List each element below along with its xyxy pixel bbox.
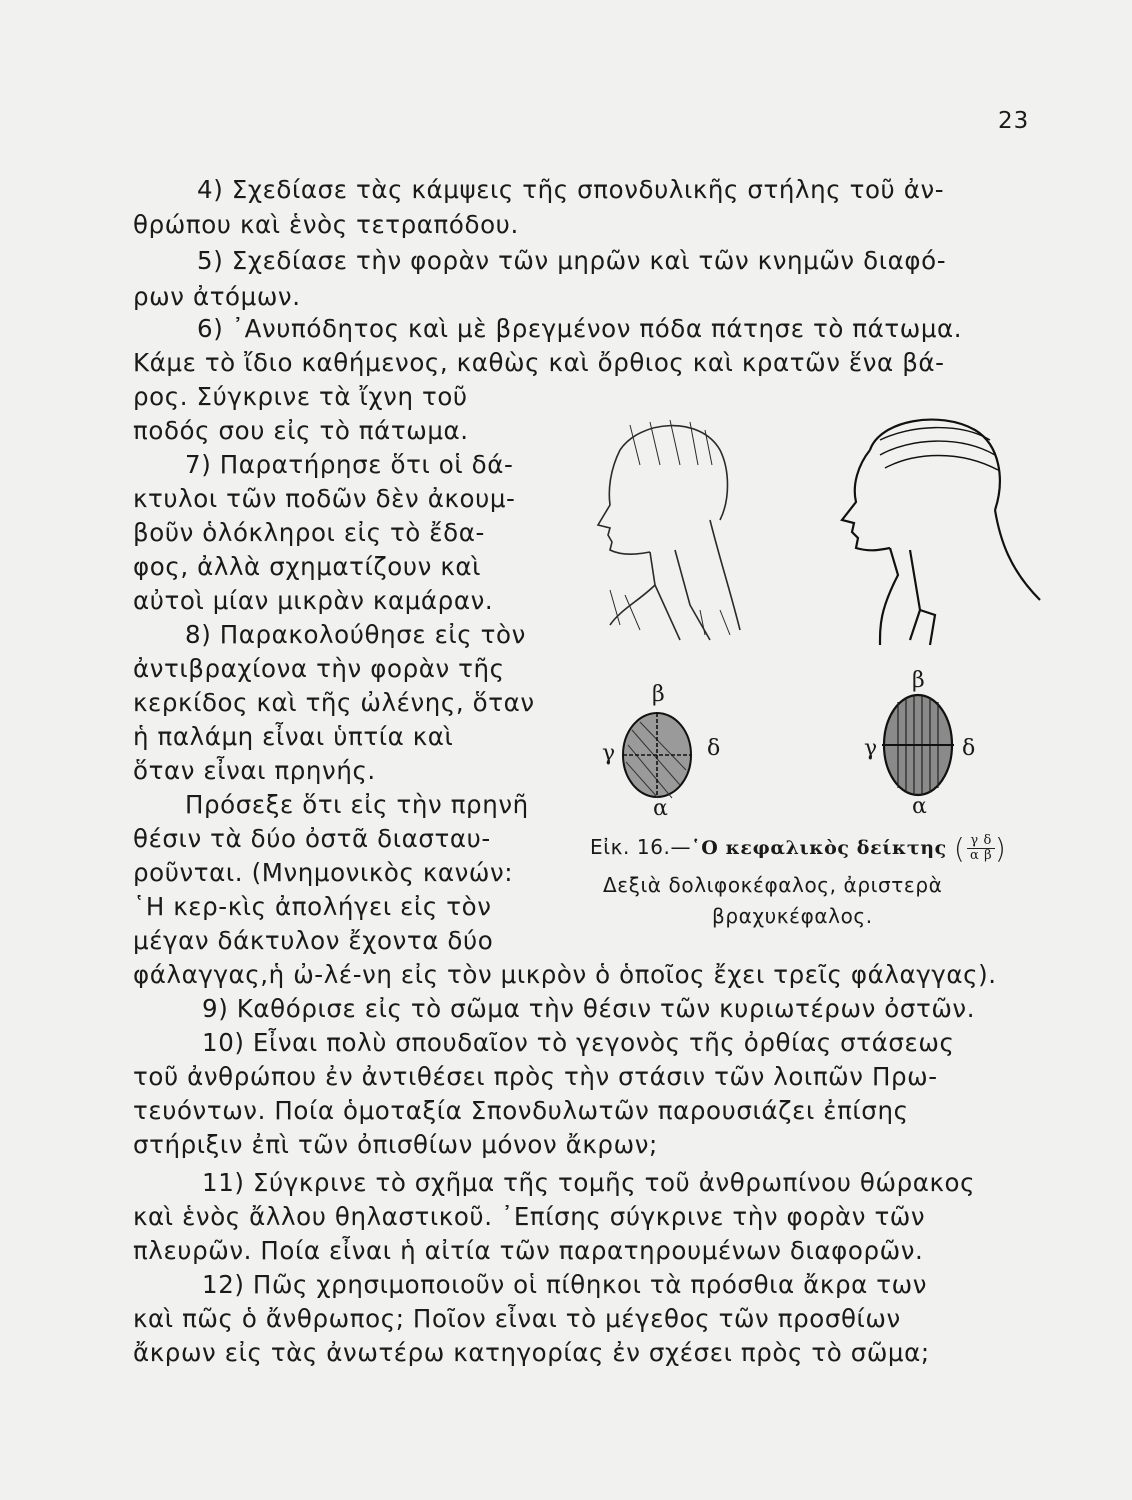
text-line: φάλαγγας,ἡ ὠ-λέ-νη εἰς τὸν μικρὸν ὁ ὁποῖος ἔχει τρεῖς φάλαγγας). — [133, 960, 997, 989]
head-sketch-left — [598, 420, 740, 640]
text-line: θρώπου καὶ ἑνὸς τετραπόδου. — [133, 210, 519, 239]
text-line: 5) Σχεδίασε τὴν φορὰν τῶν μηρῶν καὶ τῶν κνημῶν διαφό- — [197, 246, 947, 275]
head-sketch-right — [842, 420, 1040, 645]
text-line: ῾Η κερ-κὶς ἀπολήγει εἰς τὸν — [133, 892, 492, 921]
label-alpha-right: α — [912, 794, 927, 819]
text-line: κτυλοι τῶν ποδῶν δὲν ἀκουμ- — [133, 484, 516, 513]
text-line: τοῦ ἀνθρώπου ἐν ἀντιθέσει πρὸς τὴν στάσιν τῶν λοιπῶν Πρω- — [133, 1062, 938, 1091]
label-beta-left: β — [652, 682, 665, 707]
text-line: ἡ παλάμη εἶναι ὑπτία καὶ — [133, 722, 454, 751]
caption-prefix: Εἰκ. 16.— — [590, 835, 692, 859]
text-line: ἄκρων εἰς τὰς ἀνωτέρω κατηγορίας ἐν σχέσει πρὸς τὸ σῶμα; — [133, 1338, 930, 1367]
text-line: 9) Καθόρισε εἰς τὸ σῶμα τὴν θέσιν τῶν κυριωτέρων ὀστῶν. — [202, 994, 976, 1023]
label-beta-right: β — [912, 668, 925, 693]
label-gamma-right: γ — [864, 736, 878, 761]
text-line: τευόντων. Ποία ὁμοταξία Σπονδυλωτῶν παρουσιάζει ἐπίσης — [133, 1096, 909, 1125]
text-line: ποδός σου εἰς τὸ πάτωμα. — [133, 416, 469, 445]
text-line: 6) ᾿Ανυπόδητος καὶ μὲ βρεγμένον πόδα πάτησε τὸ πάτωμα. — [197, 314, 963, 343]
text-line: στήριξιν ἐπὶ τῶν ὀπισθίων μόνον ἄκρων; — [133, 1130, 658, 1159]
cross-section-dolicho — [882, 695, 954, 795]
text-line: πλευρῶν. Ποία εἶναι ἡ αἰτία τῶν παρατηρουμένων διαφορῶν. — [133, 1236, 924, 1265]
text-line: φος, ἀλλὰ σχηματίζουν καὶ — [133, 552, 482, 581]
label-delta-right: δ — [962, 736, 976, 761]
label-gamma-left: γ — [602, 741, 616, 766]
text-line: 7) Παρατήρησε ὅτι οἱ δά- — [185, 450, 514, 479]
text-line: 8) Παρακολούθησε εἰς τὸν — [185, 620, 526, 649]
text-line: ροῦνται. (Μνημονικὸς κανών: — [133, 858, 514, 887]
text-line: βοῦν ὁλόκληροι εἰς τὸ ἔδα- — [133, 518, 485, 547]
text-line: ἀντιβραχίονα τὴν φορὰν τῆς — [133, 654, 505, 683]
text-line: καὶ ἑνὸς ἄλλου θηλαστικοῦ. ᾿Επίσης σύγκρινε τὴν φορὰν τῶν — [133, 1202, 926, 1231]
text-line: ρος. Σύγκρινε τὰ ἴχνη τοῦ — [133, 382, 468, 411]
text-line: θέσιν τὰ δύο ὀστᾶ διασταυ- — [133, 824, 491, 853]
caption-line-3: βραχυκέφαλος. — [712, 904, 873, 928]
label-delta-left: δ — [707, 736, 721, 761]
text-line: αὐτοὶ μίαν μικρὰν καμάραν. — [133, 586, 494, 615]
page-number: 23 — [998, 108, 1030, 134]
text-line: Πρόσεξε ὅτι εἰς τὴν πρηνῆ — [185, 790, 529, 819]
text-line: καὶ πῶς ὁ ἄνθρωπος; Ποῖον εἶναι τὸ μέγεθος τῶν προσθίων — [133, 1304, 901, 1333]
caption-title: ῾Ο κεφαλικὸς δείκτης — [691, 837, 947, 859]
text-line: 4) Σχεδίασε τὰς κάμψεις τῆς σπονδυλικῆς στήλης τοῦ ἀν- — [197, 175, 945, 204]
text-line: κερκίδος καὶ τῆς ὠλένης, ὅταν — [133, 688, 535, 717]
text-line: ρων ἀτόμων. — [133, 282, 301, 311]
caption-line-2: Δεξιὰ δολιφοκέφαλος, ἀριστερὰ — [603, 873, 943, 897]
label-alpha-left: α — [653, 796, 668, 821]
cross-section-brachy — [623, 713, 691, 798]
text-line: 12) Πῶς χρησιμοποιοῦν οἱ πίθηκοι τὰ πρόσθια ἄκρα των — [202, 1270, 928, 1299]
text-line: 11) Σύγκρινε τὸ σχῆμα τῆς τομῆς τοῦ ἀνθρωπίνου θώρακος — [202, 1168, 976, 1197]
text-line: ὅταν εἶναι πρηνής. — [133, 756, 376, 785]
text-line: Κάμε τὸ ἴδιο καθήμενος, καθὼς καὶ ὄρθιος καὶ κρατῶν ἕνα βά- — [133, 348, 945, 377]
text-line: 10) Εἶναι πολὺ σπουδαῖον τὸ γεγονὸς τῆς ὀρθίας στάσεως — [202, 1028, 955, 1057]
text-line: μέγαν δάκτυλον ἔχοντα δύο — [133, 926, 494, 955]
cephalic-fraction: $\frac{\text{γ δ}}{\text{α β}}$ — [967, 834, 995, 863]
figure-caption: Εἰκ. 16.—῾Ο κεφαλικὸς δείκτης ( $\frac{\text{γ δ}}{\text{α β}}$ ) — [590, 832, 1007, 865]
